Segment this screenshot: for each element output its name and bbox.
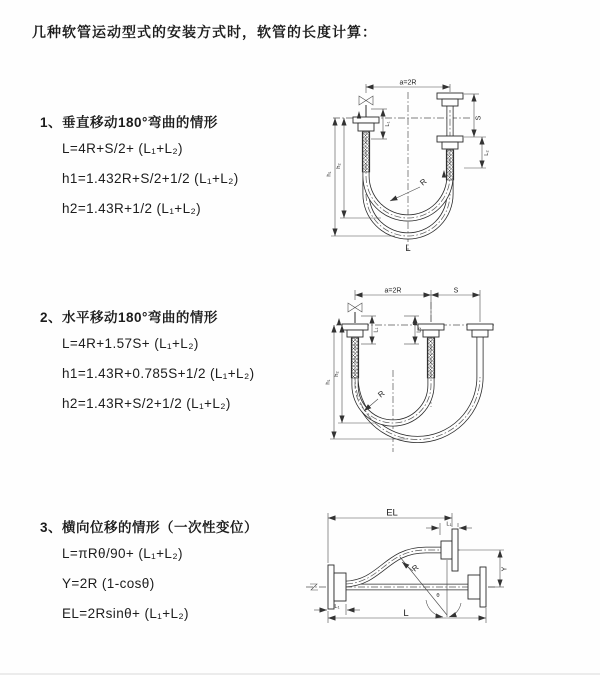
dim-l1-bottom [314, 604, 360, 615]
dim-el [328, 508, 452, 564]
dim-label-h2: h₂ [334, 371, 340, 377]
formula-line: h1=1.432R+S/2+1/2 (L₁+L₂) [62, 171, 239, 186]
radius-leader [364, 389, 387, 411]
dim-label-l1: L₁ [385, 121, 391, 127]
dim-l2 [464, 137, 490, 168]
fitting-right-lower [437, 136, 463, 149]
formula-line: Y=2R (1-cosθ) [62, 576, 155, 591]
formula-line: h2=1.43R+S/2+1/2 (L₁+L₂) [62, 396, 231, 411]
dim-label-r: R [418, 176, 429, 188]
formula-line: L=4R+1.57S+ (L₁+L₂) [62, 336, 199, 351]
fitting-right [467, 324, 493, 337]
diagram-vertical-180-bend [313, 76, 585, 254]
dim-label-l1-top: L₁ [446, 521, 452, 528]
dim-l1-top [426, 522, 472, 536]
formula-line: h2=1.43R+1/2 (L₁+L₂) [62, 201, 202, 216]
dim-label-h1: h₁ [325, 379, 332, 385]
valve-icon [359, 96, 373, 117]
dim-label-h2: h₂ [336, 163, 342, 169]
dim-label-y: Y [501, 566, 509, 572]
formula-line: L=πRθ/90+ (L₁+L₂) [62, 546, 183, 561]
diagram-lateral-displacement [300, 505, 596, 653]
page-title: 几种软管运动型式的安装方式时，软管的长度计算： [32, 24, 377, 40]
dim-l2 [404, 316, 423, 344]
movement-arrow-icon [357, 111, 361, 119]
dim-label-r: R [376, 388, 387, 400]
braid-hatch-left [362, 132, 370, 172]
movement-arrow-icon [337, 318, 341, 325]
dim-s [431, 288, 480, 296]
dim-label-r: R [410, 562, 421, 574]
dim-span [355, 288, 480, 323]
hose-centerline-outer [355, 377, 480, 440]
fitting-left [342, 324, 368, 337]
hose-outer-position [355, 325, 480, 440]
flange-left [328, 565, 346, 609]
section-1-heading: 1、垂直移动180°弯曲的情形 [40, 115, 218, 130]
dim-label-s: S [453, 287, 459, 295]
movement-arrow-icon [442, 170, 446, 178]
dim-label-l1: L₁ [373, 327, 380, 333]
section-2-heading: 2、水平移动180°弯曲的情形 [40, 310, 218, 325]
dim-label-l2: L₂ [416, 327, 423, 333]
dim-label-a2r: a=2R [399, 79, 417, 87]
dim-label-s: S [475, 115, 483, 121]
diagram-horizontal-180-bend [308, 282, 596, 457]
dim-label-el: EL [386, 507, 398, 519]
valve-icon [348, 303, 362, 323]
dim-label-a2r: a=2R [384, 287, 402, 295]
section-3-heading: 3、横向位移的情形（一次性变位） [40, 520, 259, 535]
radius-leader [402, 562, 421, 573]
radius-leader [390, 177, 429, 201]
dim-label-h1: h₁ [326, 171, 333, 177]
dim-label-l1-bottom: L₁ [334, 604, 340, 610]
fitting-right-upper [437, 93, 463, 106]
braid-hatch-left [351, 338, 359, 378]
fitting-left [353, 117, 379, 131]
dim-label-theta: θ [436, 593, 440, 599]
formula-line: L=4R+S/2+ (L₁+L₂) [62, 141, 183, 156]
flange-right-upper [441, 529, 458, 571]
dim-span [366, 80, 450, 94]
braid-hatch-middle [427, 338, 435, 378]
formula-line: EL=2Rsinθ+ (L₁+L₂) [62, 606, 189, 621]
dim-label-l: L [405, 243, 411, 254]
dim-label-l2: L₂ [484, 150, 490, 156]
flange-right-lower [468, 567, 486, 607]
hose-displaced-position [346, 550, 441, 584]
dim-label-l: L [403, 608, 409, 619]
formula-line: h1=1.43R+0.785S+1/2 (L₁+L₂) [62, 366, 255, 381]
braid-hatch-right [446, 150, 454, 180]
dim-s [464, 94, 486, 137]
movement-arrow-icon [413, 318, 417, 325]
